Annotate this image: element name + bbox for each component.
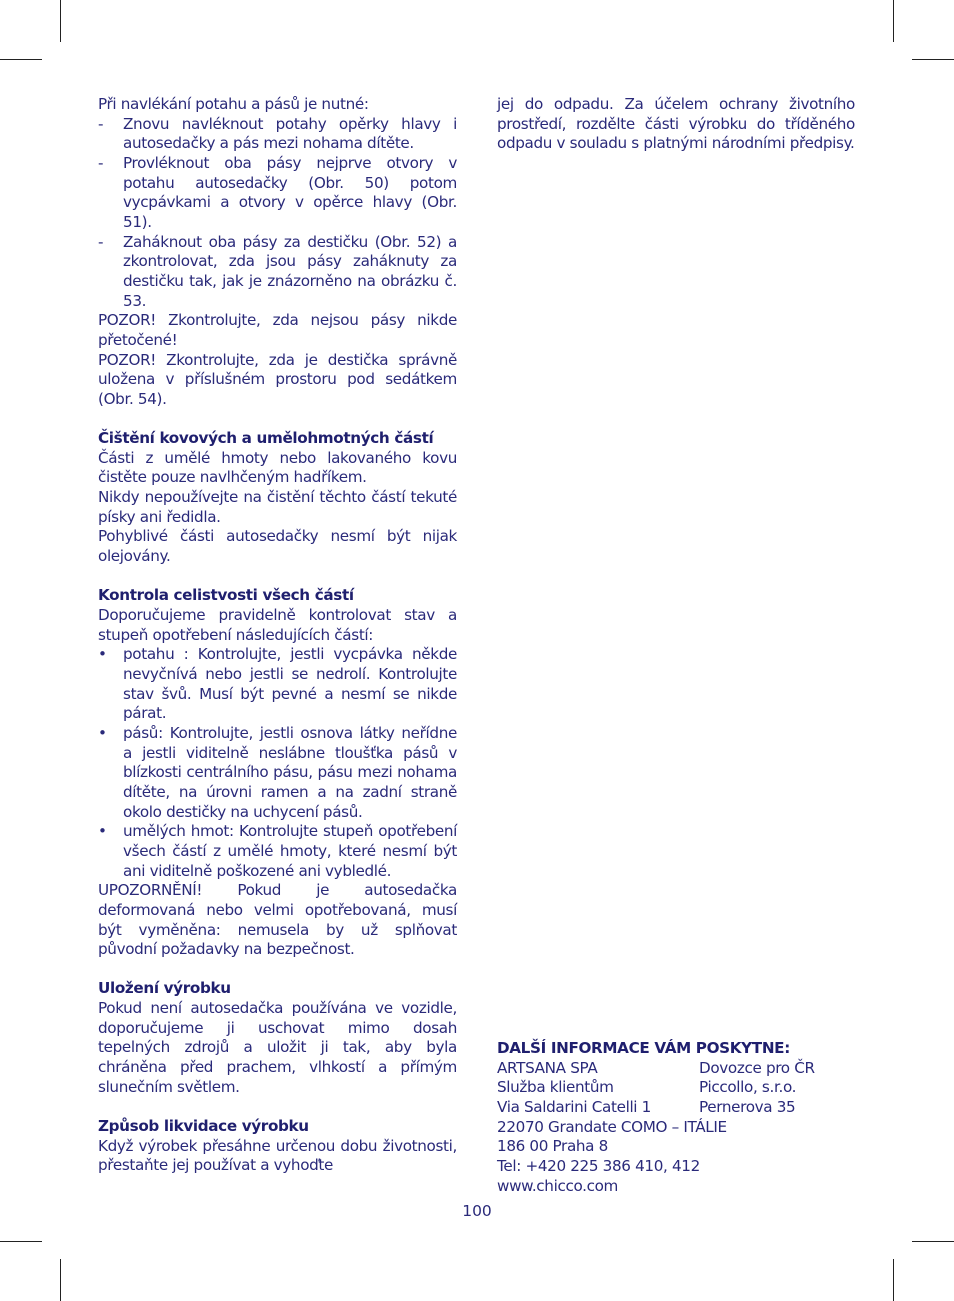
contact-row: Via Saldarini Catelli 1 Pernerova 35 (497, 1097, 796, 1116)
crop-mark (893, 0, 894, 42)
section-heading: Způsob likvidace výrobku (98, 1117, 309, 1136)
paragraph: Nikdy nepoužívejte na čistění těchto částí tekuté písky ani ředidla. (98, 488, 457, 526)
inspection-list (98, 645, 457, 881)
paragraph: jej do odpadu. Za účelem ochrany životního prostředí, rozdělte části výrobku do tříděného odpadu v souladu s platnými národními předpisy. (497, 95, 855, 153)
crop-mark (0, 1241, 42, 1242)
paragraph: Pokud není autosedačka používána ve vozidle, doporučujeme ji uschovat mimo dosah tepelných zdrojů a uložit ji tak, aby byla chráněna před prachem, vlhkostí a přímým slunečním světlem. (98, 999, 457, 1096)
contact-line: Tel: +420 225 386 410, 412 (497, 1156, 700, 1175)
crop-mark (912, 59, 954, 60)
section-heading: Kontrola celistvosti všech částí (98, 586, 354, 605)
paragraph: Doporučujeme pravidelně kontrolovat stav a stupeň opotřebení následujících částí: (98, 606, 457, 644)
crop-mark (60, 0, 61, 42)
right-column (497, 95, 855, 154)
crop-mark (893, 1259, 894, 1301)
list-item: - Provléknout oba pásy nejprve otvory v potahu autosedačky (Obr. 50) potom vycpávkami a otvory v opěrce hlavy (Obr. 51). (98, 153, 457, 231)
paragraph: Části z umělé hmoty nebo lakovaného kovu čistěte pouze navlhčeným hadříkem. (98, 448, 457, 487)
contact-block (497, 1039, 857, 1196)
steps-list (98, 115, 457, 312)
warning-text: UPOZORNĚNÍ! Pokud je autosedačka deformovaná nebo velmi opotřebovaná, musí být vyměněna: nemusela by už splňovat původní požadavky na bezpečnost. (98, 881, 457, 959)
contact-row: ARTSANA SPA Dovozce pro ČR (497, 1058, 815, 1077)
crop-mark (0, 59, 42, 60)
website-link[interactable]: www.chicco.com (497, 1176, 618, 1195)
crop-mark (912, 1241, 954, 1242)
contact-heading: DALŠÍ INFORMACE VÁM POSKYTNE: (497, 1039, 790, 1057)
paragraph: Když výrobek přesáhne určenou dobu životnosti, přestaňte jej používat a vyhoďte (98, 1136, 457, 1175)
warning-text: POZOR! Zkontrolujte, zda nejsou pásy nikde přetočené! (98, 311, 457, 349)
warning-text: POZOR! Zkontrolujte, zda je destička správně uložena v příslušném prostoru pod sedátkem (Obr. 54). (98, 350, 457, 408)
intro-text: Při navlékání potahu a pásů je nutné: (98, 95, 369, 113)
list-item: • umělých hmot: Kontrolujte stupeň opotřebení všech částí z umělé hmoty, které nesmí být ani viditelně poškozené ani vybledlé. (98, 822, 457, 880)
contact-line: 22070 Grandate COMO – ITÁLIE (497, 1117, 727, 1136)
list-item: • pásů: Kontrolujte, jestli osnova látky neřídne a jestli viditelně neslábne tloušťka pásů v blízkosti centrálního pásu, pásu mezi nohama dítěte, na úrovni ramen a na zadní straně okolo destičky na uchycení pásů. (98, 723, 457, 821)
section-heading: Uložení výrobku (98, 979, 231, 998)
contact-line: 186 00 Praha 8 (497, 1137, 608, 1156)
section-heading: Čištění kovových a umělohmotných částí (98, 429, 434, 448)
left-column (98, 95, 457, 1176)
page-number: 100 (462, 1202, 492, 1220)
paragraph: Pohyblivé části autosedačky nesmí být nijak olejovány. (98, 527, 457, 566)
list-item: • potahu : Kontrolujte, jestli vycpávka někde nevyčnívá nebo jestli se nedrolí. Kontrolujte stav švů. Musí být pevné a nesmí se nikde párat. (98, 645, 457, 723)
contact-row: Služba klientům Piccollo, s.r.o. (497, 1078, 797, 1097)
list-item: - Zaháknout oba pásy za destičku (Obr. 52) a zkontrolovat, zda jsou pásy zaháknuty za destičku tak, jak je znázorněno na obrázku č. 53. (98, 232, 457, 310)
list-item: - Znovu navléknout potahy opěrky hlavy i autosedačky a pás mezi nohama dítěte. (98, 114, 457, 153)
crop-mark (60, 1259, 61, 1301)
